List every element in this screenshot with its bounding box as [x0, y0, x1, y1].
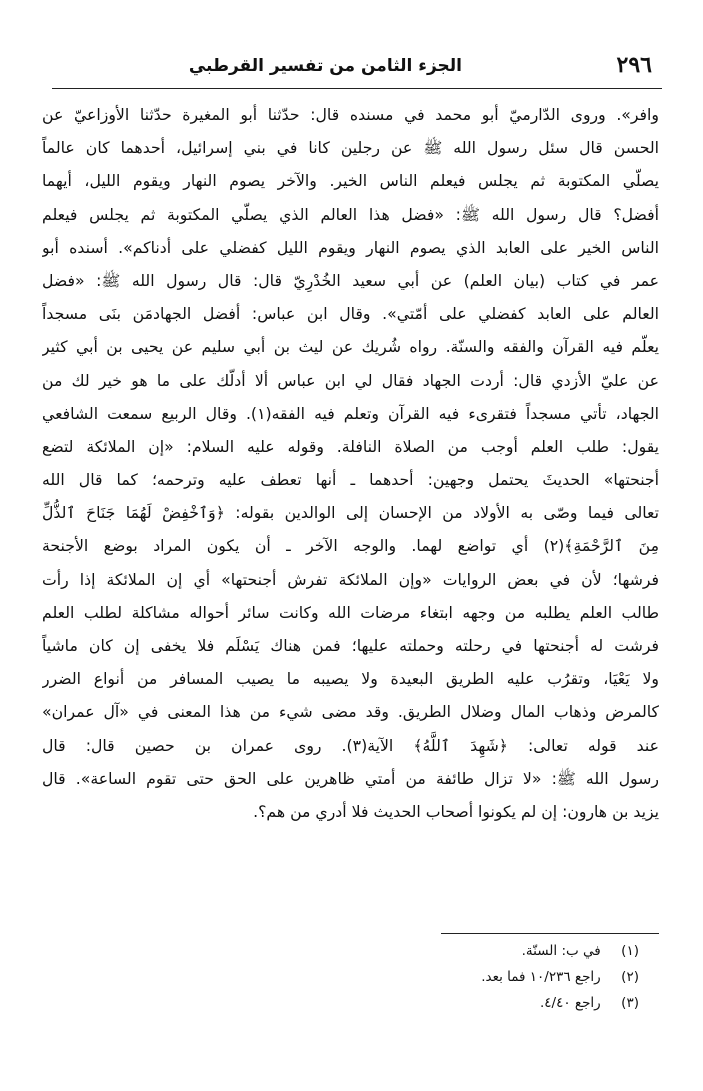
- page-number: ٢٩٦: [616, 52, 652, 78]
- footnote: [239, 938, 639, 964]
- footnote-number: (٣): [621, 995, 639, 1011]
- text-line: رسول الله ﷺ: «لا تزال طائفة من أمتي ظاهرين على الحق حتى تقوم الساعة». قال: [42, 768, 659, 788]
- page-header: [52, 52, 652, 88]
- text-line: يصلّي المكتوبة ثم يجلس فيعلم الناس الخير. والآخر يصوم النهار ويقوم الليل، أيهما: [42, 171, 659, 191]
- footnotes: [239, 938, 639, 1016]
- footnote-number: (٢): [621, 969, 639, 985]
- footnote-text: راجع ١٠/٢٣٦ فما بعد.: [481, 969, 601, 985]
- text-line: عند قوله تعالى: ﴿شَهِدَ ٱللَّهُ﴾ الآية(٣). روى عمران بن حصين قال: قال: [42, 735, 659, 755]
- text-line: تعالى فيما وصّى به الأولاد من الإحسان إلى الوالدين بقوله: ﴿وَٱخْفِضْ لَهُمَا جَنَاحَ ٱلذُّلِّ: [42, 503, 659, 523]
- text-line: الناس الخير على العابد الذي يصوم النهار ويقوم الليل كفضلي على أدناكم». أسنده أبو: [42, 237, 659, 257]
- text-line: يعلّم فيه القرآن والفقه والسنّة. رواه شُريك عن ليث بن أبي سليم عن يحيى بن أبي كثير: [42, 337, 659, 357]
- text-line: وافر». وروى الدّارميّ أبو محمد في مسنده قال: حدّثنا أبو المغيرة حدّثنا الأوزاعيّ عن: [42, 105, 659, 124]
- text-line: فرشت له أجنحتها في رحلته وحملته عليها؛ فمن هناك يَسْلَم فلا يخفى إن كان ماشياً: [42, 636, 659, 655]
- header-rule: [52, 88, 662, 89]
- footnote-number: (١): [621, 943, 639, 959]
- footnote-text: في ب: السنّة.: [521, 943, 601, 959]
- text-line: أفضل؟ قال رسول الله ﷺ: «فضل هذا العالم الذي يصلّي المكتوبة ثم يجلس فيعلم: [42, 204, 659, 224]
- text-line: مِنَ ٱلرَّحْمَةِ﴾(٢) أي تواضع لهما. والوجه الآخر ـ أن يكون المراد بوضع الأجنحة: [42, 536, 659, 556]
- text-line: يزيد بن هارون: إن لم يكونوا أصحاب الحديث فلا أدري من هم؟.: [253, 801, 659, 821]
- footnote: [239, 990, 639, 1016]
- text-line: يقول: طلب العلم أوجب من الصلاة النافلة. وقوله عليه السلام: «إن الملائكة لتضع: [42, 436, 659, 456]
- text-line: عن عليّ الأزدي قال: أردت الجهاد فقال لي ابن عباس ألا أدلّك على ما هو خير لك من: [42, 370, 659, 390]
- running-title: الجزء الثامن من تفسير القرطبي: [188, 56, 462, 76]
- text-line: أجنحتها» الحديثَ يحتمل وجهين: أحدهما ـ أنها تعطف عليه وترحمه؛ كما قال الله: [42, 470, 659, 490]
- text-line: كالمرض وذهاب المال وضلال الطريق. وقد مضى شيء من هذا المعنى في «آل عمران»: [42, 702, 659, 722]
- text-line: العالم على العابد كفضلي على أمّتي». وقال ابن عباس: أفضل الجهادمَن بنَى مسجداً: [42, 304, 659, 324]
- text-line: طالب العلم يطلبه من وجهه ابتغاء مرضات الله وكانت سائر أحواله مشاكلة لطلب العلم: [42, 602, 659, 622]
- body-text: [42, 98, 659, 828]
- text-line: الحسن قال سئل رسول الله ﷺ عن رجلين كانا في بني إسرائيل، أحدهما كان عالماً: [42, 138, 659, 158]
- text-line: ولا يَعْيَا، وتقرُب عليه الطريق البعيدة ولا يصيبه ما يصيب المسافر من أنواع الضرر: [42, 669, 659, 689]
- text-line: الجهاد، تأتي مسجداً فتقرىء فيه القرآن وتعلم فيه الفقه(١). وقال الربيع سمعت الشافعي: [42, 403, 659, 423]
- text-line: عمر في كتاب (بيان العلم) عن أبي سعيد الخُدْرِيّ قال: قال رسول الله ﷺ: «فضل: [42, 270, 659, 290]
- footnote-rule: [441, 933, 659, 934]
- footnote: [239, 964, 639, 990]
- footnote-text: راجع ٤/٤٠.: [540, 995, 601, 1011]
- text-line: فرشها؛ لأن في بعض الروايات «وإن الملائكة تفرش أجنحتها» أي إن الملائكة إذا رأت: [42, 569, 659, 589]
